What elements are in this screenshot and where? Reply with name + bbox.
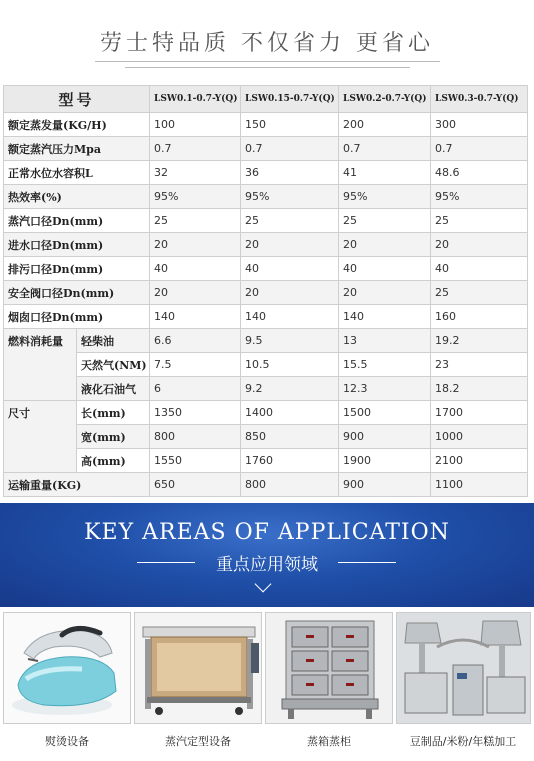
table-row — [4, 281, 528, 305]
cell: 1550 — [150, 449, 241, 473]
table-row — [4, 473, 528, 497]
cell: 20 — [150, 233, 241, 257]
cell: 12.3 — [339, 377, 431, 401]
cell: 32 — [150, 161, 241, 185]
row-label: 热效率(%) — [4, 185, 150, 209]
table-row — [4, 113, 528, 137]
cell: 6 — [150, 377, 241, 401]
sub-label: 液化石油气 — [77, 377, 150, 401]
cell: 650 — [150, 473, 241, 497]
cell: 95% — [431, 185, 528, 209]
application-caption: 蒸汽定型设备 — [165, 735, 231, 748]
model-name: LSW0.3-0.7-Y(Q) — [431, 86, 528, 113]
model-header: 型号 — [4, 86, 150, 113]
table-row — [4, 425, 528, 449]
sub-label: 天然气(NM) — [77, 353, 150, 377]
cell: 0.7 — [339, 137, 431, 161]
table-row — [4, 257, 528, 281]
spec-table — [3, 85, 528, 497]
banner-dash-right — [338, 562, 396, 563]
table-row — [4, 185, 528, 209]
chevron-down-icon — [255, 576, 272, 593]
cell: 40 — [431, 257, 528, 281]
cell: 10.5 — [241, 353, 339, 377]
cell: 1760 — [241, 449, 339, 473]
cell: 95% — [150, 185, 241, 209]
application-banner — [0, 503, 534, 607]
sub-label: 轻柴油 — [77, 329, 150, 353]
cell: 2100 — [431, 449, 528, 473]
cell: 41 — [339, 161, 431, 185]
table-row — [4, 209, 528, 233]
cell: 18.2 — [431, 377, 528, 401]
cell: 900 — [339, 425, 431, 449]
row-label: 安全阀口径Dn(mm) — [4, 281, 150, 305]
row-label: 额定蒸发量(KG/H) — [4, 113, 150, 137]
table-header-row — [4, 86, 528, 113]
row-label: 运输重量(KG) — [4, 473, 150, 497]
cell: 150 — [241, 113, 339, 137]
cell: 20 — [241, 233, 339, 257]
cell: 140 — [150, 305, 241, 329]
table-row — [4, 401, 528, 425]
cell: 800 — [150, 425, 241, 449]
row-label: 正常水位水容积L — [4, 161, 150, 185]
row-label: 蒸汽口径Dn(mm) — [4, 209, 150, 233]
model-name: LSW0.15-0.7-Y(Q) — [241, 86, 339, 113]
cell: 13 — [339, 329, 431, 353]
table-row — [4, 305, 528, 329]
setting-machine-icon — [134, 612, 262, 724]
cell: 15.5 — [339, 353, 431, 377]
sub-label: 长(mm) — [77, 401, 150, 425]
cell: 20 — [150, 281, 241, 305]
cell: 20 — [241, 281, 339, 305]
cell: 1100 — [431, 473, 528, 497]
fuel-group-label: 燃料消耗量 — [4, 329, 77, 401]
cell: 40 — [241, 257, 339, 281]
cell: 200 — [339, 113, 431, 137]
table-row — [4, 161, 528, 185]
size-group-label: 尺寸 — [4, 401, 77, 473]
cell: 100 — [150, 113, 241, 137]
cell: 0.7 — [241, 137, 339, 161]
steam-iron-icon — [3, 612, 131, 724]
cell: 1700 — [431, 401, 528, 425]
cell: 850 — [241, 425, 339, 449]
table-row — [4, 449, 528, 473]
banner-title-en: KEY AREAS OF APPLICATION — [84, 520, 450, 545]
sub-label: 宽(mm) — [77, 425, 150, 449]
cell: 20 — [431, 233, 528, 257]
model-name: LSW0.2-0.7-Y(Q) — [339, 86, 431, 113]
cell: 95% — [241, 185, 339, 209]
cell: 1900 — [339, 449, 431, 473]
header-divider — [95, 61, 440, 62]
cell: 140 — [241, 305, 339, 329]
cell: 25 — [339, 209, 431, 233]
model-name: LSW0.1-0.7-Y(Q) — [150, 86, 241, 113]
row-label: 排污口径Dn(mm) — [4, 257, 150, 281]
cell: 9.5 — [241, 329, 339, 353]
cell: 1500 — [339, 401, 431, 425]
cell: 25 — [150, 209, 241, 233]
application-caption: 熨烫设备 — [45, 735, 89, 748]
cell: 25 — [431, 281, 528, 305]
cell: 160 — [431, 305, 528, 329]
table-row — [4, 377, 528, 401]
table-row — [4, 233, 528, 257]
cell: 6.6 — [150, 329, 241, 353]
food-processing-icon — [396, 612, 531, 724]
cell: 20 — [339, 233, 431, 257]
cell: 7.5 — [150, 353, 241, 377]
cell: 0.7 — [150, 137, 241, 161]
row-label: 烟囱口径Dn(mm) — [4, 305, 150, 329]
cell: 800 — [241, 473, 339, 497]
steam-cabinet-icon — [265, 612, 393, 724]
cell: 140 — [339, 305, 431, 329]
application-caption: 豆制品/米粉/年糕加工 — [409, 735, 517, 748]
row-label: 进水口径Dn(mm) — [4, 233, 150, 257]
cell: 9.2 — [241, 377, 339, 401]
cell: 40 — [150, 257, 241, 281]
cell: 23 — [431, 353, 528, 377]
page-header — [0, 0, 534, 82]
banner-title-cn: 重点应用领域 — [216, 555, 318, 575]
cell: 25 — [241, 209, 339, 233]
cell: 25 — [431, 209, 528, 233]
row-label: 额定蒸汽压力Mpa — [4, 137, 150, 161]
cell: 19.2 — [431, 329, 528, 353]
slogan-title: 劳士特品质 不仅省力 更省心 — [100, 31, 434, 56]
application-photos — [3, 612, 531, 724]
cell: 40 — [339, 257, 431, 281]
table-row — [4, 329, 528, 353]
cell: 1000 — [431, 425, 528, 449]
cell: 300 — [431, 113, 528, 137]
cell: 1400 — [241, 401, 339, 425]
table-row — [4, 353, 528, 377]
cell: 20 — [339, 281, 431, 305]
cell: 900 — [339, 473, 431, 497]
table-row — [4, 137, 528, 161]
cell: 0.7 — [431, 137, 528, 161]
sub-label: 高(mm) — [77, 449, 150, 473]
cell: 48.6 — [431, 161, 528, 185]
cell: 95% — [339, 185, 431, 209]
header-divider-secondary — [125, 67, 410, 68]
cell: 36 — [241, 161, 339, 185]
application-caption: 蒸箱蒸柜 — [307, 735, 351, 748]
cell: 1350 — [150, 401, 241, 425]
